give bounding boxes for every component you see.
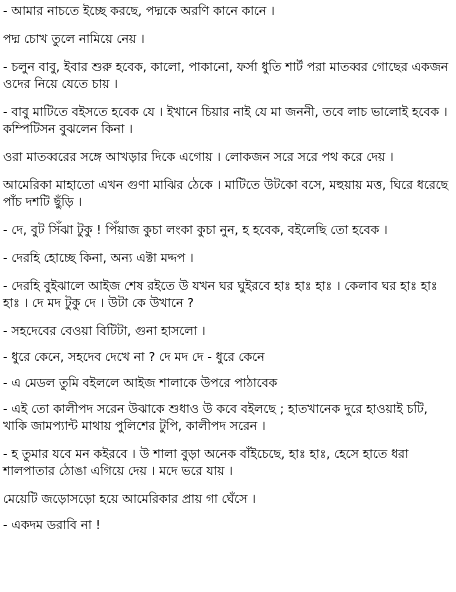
paragraph-4: - বাবু মাটিতে বইসতে হবেক যে । ইখানে চিয়ার নাই যে মা জননী, তবে লাচ ভালোই হবেক । কম্পিটিসন বুঝলেন কিনা । xyxy=(3,104,452,136)
paragraph-14: - হ তুমার যবে মন কইরবে । উ শালা বুড়া অনেক বাঁইচেছে, হাঃ হাঃ, হেসে হাতে ধরা শালপাতার ঠোঙা এগিয়ে দেয় । মদে ভরে যায় । xyxy=(3,446,413,478)
paragraph-10: - সহদেবের বেওয়া বিটিটা, গুনা হাসলো । xyxy=(3,323,206,338)
paragraph-7: - দে, বুট সিঁঝা টুকু ! পিঁয়াজ কুচা লংকা কুচা নুন, হ হবেক, বইলেছি তো হবেক । xyxy=(3,222,388,237)
paragraph-15: মেয়েটি জড়োসড়ো হয়ে আমেরিকার প্রায় গা ঘেঁসে । xyxy=(3,491,256,506)
paragraph-8: - দেরহি হোচ্ছে কিনা, অন্য এক্টা মদ্দপ । xyxy=(3,250,194,265)
paragraph-5: ওরা মাতব্বরের সঙ্গে আখড়ার দিকে এগোয় । লোকজন সরে সরে পথ করে দেয় । xyxy=(3,149,394,164)
paragraph-11: - ধুরে কেনে, সহদেব দেখে না ? দে মদ দে - ধুরে কেনে xyxy=(3,349,265,364)
paragraph-2: পদ্ম চোখ তুলে নামিয়ে নেয় । xyxy=(3,31,145,46)
paragraph-6: আমেরিকা মাহাতো এখন গুণা মাঝির ঠেকে । মাটিতে উটকো বসে, মহুয়ায় মত্ত, ঘিরে ধরেছে পাঁচ দশটি ছুঁড়ি । xyxy=(3,177,453,209)
paragraph-16: - একদম ডরাবি না ! xyxy=(3,517,101,532)
paragraph-9: - দেরহি বুইঝালে আইজ শেষ রইতে উ যখন ঘর ঘুইরবে হাঃ হাঃ হাঃ । কেলাব ঘর হাঃ হাঃ হাঃ । দে মদ টুকু দে । উটা কে উখানে ? xyxy=(3,278,442,310)
paragraph-12: - এ মেডল তুমি বইললে আইজ শালাকে উপরে পাঠাবেক xyxy=(3,375,278,390)
paragraph-13: - এই তো কালীপদ সরেন উঝাকে শুধাও উ কবে বইলছে ; হাতখানেক দুরে হাওয়াই চটি, খাকি জামপ্যান্ট মাথায় পুলিশের টুপি, কালীপদ সরেন । xyxy=(3,401,432,433)
paragraph-1: - আমার নাচতে ইচ্ছে করছে, পদ্মকে অরণি কানে কানে । xyxy=(3,3,275,18)
paragraph-3: - চলুন বাবু, ইবার শুরু হবেক, কালো, পাকানো, ফর্সা ধুতি শার্ট পরা মাতব্বর গোছের একজন ওদের নিয়ে যেতে চায় । xyxy=(3,59,453,91)
